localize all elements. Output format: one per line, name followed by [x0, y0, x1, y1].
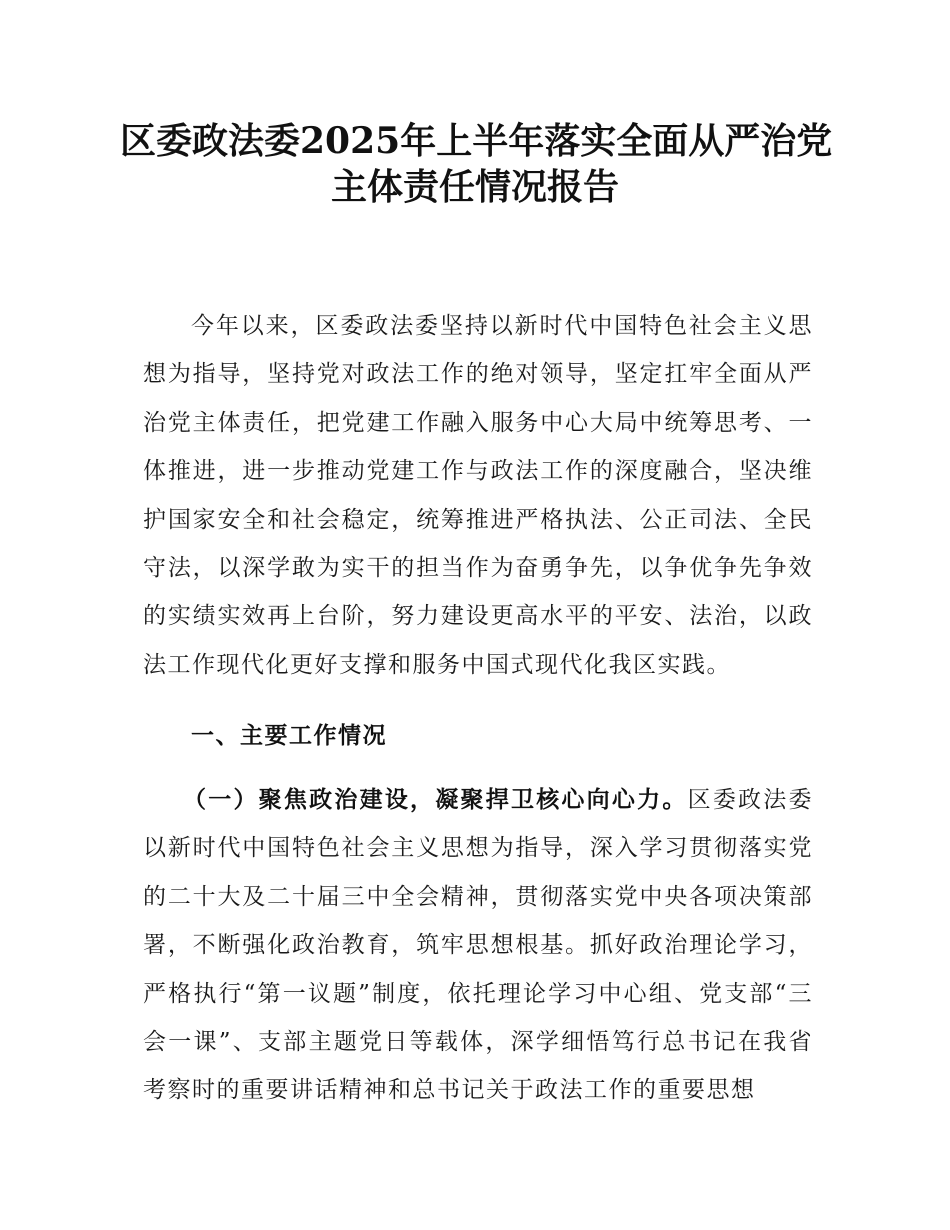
document-title-line-2: 主体责任情况报告	[330, 166, 619, 208]
subsection-lead-heading: （一）聚焦政治建设，凝聚捍卫核心向心力。	[183, 787, 688, 813]
intro-paragraph: 今年以来，区委政法委坚持以新时代中国特色社会主义思想为指导，坚持党对政法工作的绝对领导，坚定扛牢全面从严治党主体责任，把党建工作融入服务中心大局中统筹思考、一体推进，进一步推动党建工作与政法工作的深度融合，坚决维护国家安全和社会稳定，统筹推进严格执法、公正司法、全民守法，以深学敢为实干的担当作为奋勇争先，以争优争先争效的实绩实效再上台阶，努力建设更高水平的平安、法治，以政法工作现代化更好支撑和服务中国式现代化我区实践。	[143, 313, 813, 678]
document-title-line-1: 区委政法委2025年上半年落实全面从严治党	[120, 120, 833, 162]
section-heading: 一、主要工作情况	[191, 723, 387, 749]
subsection-paragraph	[143, 776, 813, 1115]
subsection-body-text: 区委政法委以新时代中国特色社会主义思想为指导，深入学习贯彻落实党的二十大及二十届三中全会精神，贯彻落实党中央各项决策部署，不断强化政治教育，筑牢思想根基。抓好政治理论学习，严格执行“第一议题”制度，依托理论学习中心组、党支部“三会一课”、支部主题党日等载体，深学细悟笃行总书记在我省考察时的重要讲话精神和总书记关于政法工作的重要思想	[143, 787, 814, 1104]
